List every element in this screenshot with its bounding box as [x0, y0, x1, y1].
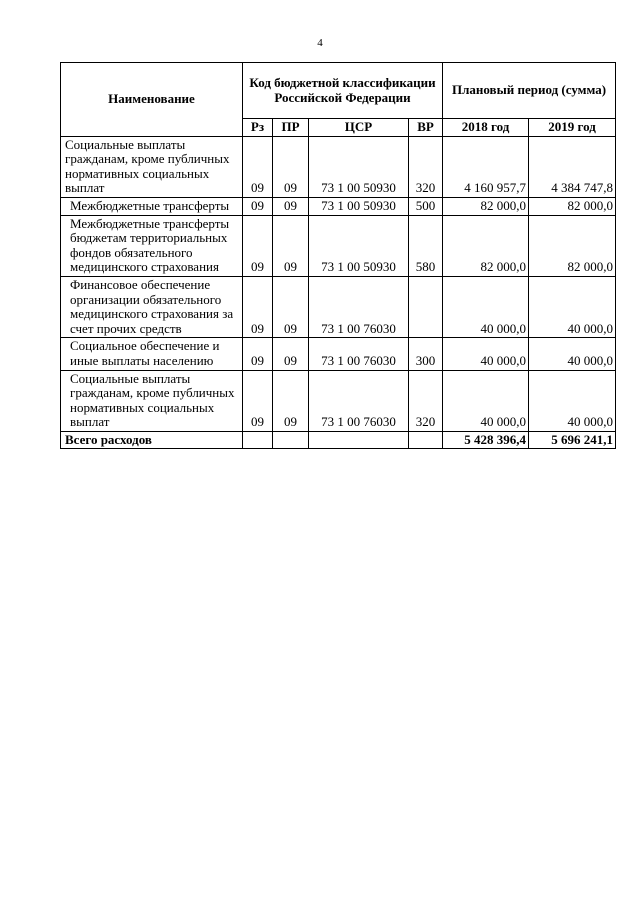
row-vr: 300 [409, 338, 443, 370]
row-pr: 09 [273, 370, 309, 431]
total-2018: 5 428 396,4 [443, 431, 529, 449]
row-pr: 09 [273, 338, 309, 370]
table-row [61, 136, 616, 197]
header-rz: Рз [243, 119, 273, 137]
total-label: Всего расходов [61, 431, 243, 449]
row-2018: 82 000,0 [443, 197, 529, 215]
total-csr [309, 431, 409, 449]
row-csr: 73 1 00 76030 [309, 276, 409, 337]
row-vr [409, 276, 443, 337]
row-rz: 09 [243, 370, 273, 431]
row-name: Финансовое обеспечение организации обязательного медицинского страхования за счет прочих средств [61, 276, 243, 337]
row-csr: 73 1 00 50930 [309, 197, 409, 215]
row-name: Межбюджетные трансферты бюджетам территориальных фондов обязательного медицинского страхования [61, 215, 243, 276]
total-pr [273, 431, 309, 449]
row-name: Межбюджетные трансферты [61, 197, 243, 215]
row-name: Социальные выплаты гражданам, кроме публичных нормативных социальных выплат [61, 370, 243, 431]
row-vr: 580 [409, 215, 443, 276]
total-2019: 5 696 241,1 [529, 431, 616, 449]
row-2019: 40 000,0 [529, 338, 616, 370]
row-2019: 40 000,0 [529, 276, 616, 337]
table-row [61, 338, 616, 370]
table-row [61, 197, 616, 215]
row-csr: 73 1 00 76030 [309, 370, 409, 431]
total-row [61, 431, 616, 449]
row-2019: 82 000,0 [529, 215, 616, 276]
row-2018: 40 000,0 [443, 338, 529, 370]
row-csr: 73 1 00 50930 [309, 215, 409, 276]
budget-table [60, 62, 616, 449]
total-vr [409, 431, 443, 449]
table-row [61, 370, 616, 431]
page-number: 4 [317, 37, 323, 49]
row-pr: 09 [273, 276, 309, 337]
row-vr: 320 [409, 370, 443, 431]
row-rz: 09 [243, 276, 273, 337]
header-period-group: Плановый период (сумма) [443, 63, 616, 119]
row-vr: 320 [409, 136, 443, 197]
row-2018: 40 000,0 [443, 276, 529, 337]
header-2018: 2018 год [443, 119, 529, 137]
row-csr: 73 1 00 76030 [309, 338, 409, 370]
row-2018: 82 000,0 [443, 215, 529, 276]
row-pr: 09 [273, 136, 309, 197]
table-row [61, 215, 616, 276]
header-vr: ВР [409, 119, 443, 137]
row-name: Социальные выплаты гражданам, кроме публичных нормативных социальных выплат [61, 136, 243, 197]
row-rz: 09 [243, 215, 273, 276]
header-code-group: Код бюджетной классификации Российской Федерации [243, 63, 443, 119]
row-2019: 40 000,0 [529, 370, 616, 431]
row-name: Социальное обеспечение и иные выплаты населению [61, 338, 243, 370]
header-csr: ЦСР [309, 119, 409, 137]
row-2019: 4 384 747,8 [529, 136, 616, 197]
header-2019: 2019 год [529, 119, 616, 137]
row-rz: 09 [243, 136, 273, 197]
row-rz: 09 [243, 338, 273, 370]
row-pr: 09 [273, 197, 309, 215]
row-pr: 09 [273, 215, 309, 276]
header-name: Наименование [61, 63, 243, 137]
row-2018: 40 000,0 [443, 370, 529, 431]
row-rz: 09 [243, 197, 273, 215]
header-pr: ПР [273, 119, 309, 137]
table-row [61, 276, 616, 337]
row-csr: 73 1 00 50930 [309, 136, 409, 197]
total-rz [243, 431, 273, 449]
row-2019: 82 000,0 [529, 197, 616, 215]
row-2018: 4 160 957,7 [443, 136, 529, 197]
row-vr: 500 [409, 197, 443, 215]
